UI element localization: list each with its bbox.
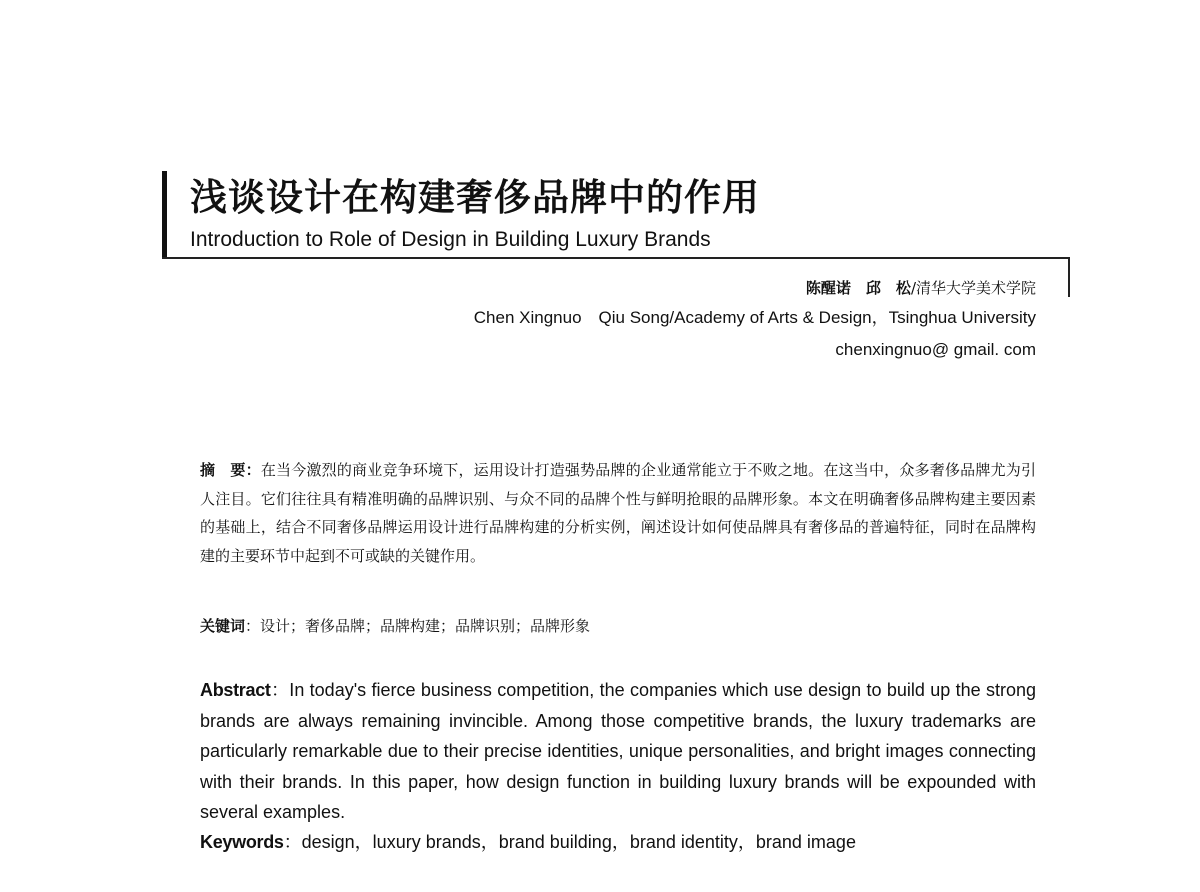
authors-chinese — [474, 274, 1036, 302]
abstract-chinese-text: 在当今激烈的商业竞争环境下，运用设计打造强势品牌的企业通常能立于不败之地。在这当中，众多奢侈品牌尤为引人注目。它们往往具有精准明确的品牌识别、与众不同的品牌个性与鲜明抢眼的品牌形象。本文在明确奢侈品牌构建主要因素的基础上，结合不同奢侈品牌运用设计进行品牌构建的分析实例，阐述设计如何使品牌具有奢侈品的普遍特征，同时在品牌构建的主要环节中起到不可或缺的关键作用。 — [200, 461, 1036, 565]
keywords-chinese — [200, 612, 590, 640]
affiliation-chinese: /清华大学美术学院 — [910, 279, 1036, 297]
author-names-chinese: 陈醒诺 邱 松 — [805, 279, 911, 297]
keywords-english — [200, 827, 856, 857]
rule-end-tick — [1068, 257, 1070, 297]
abstract-english-label: Abstract — [200, 680, 271, 700]
abstract-english-text: ：In today's fierce business competition, the companies which use design to build up the strong brands are always remaining invincible. Among those competitive brands, the luxury trademarks are particularly remarkable due to their precise identities, unique personalities, and bright images connecting with their brands. In this paper, how design function in building luxury brands will be expounded with several examples. — [200, 680, 1036, 822]
keywords-english-text: ：design，luxury brands，brand building，brand identity，brand image — [283, 832, 856, 852]
authors-block — [474, 274, 1036, 366]
title-chinese: 浅谈设计在构建奢侈品牌中的作用 — [190, 176, 760, 219]
abstract-chinese-label: 摘 要： — [200, 461, 261, 479]
keywords-chinese-text: ：设计；奢侈品牌；品牌构建；品牌识别；品牌形象 — [245, 617, 591, 635]
author-email: chenxingnuo@ gmail. com — [835, 340, 1036, 359]
authors-english: Chen Xingnuo Qiu Song/Academy of Arts & Design，Tsinghua University — [473, 308, 1036, 327]
abstract-english — [200, 675, 1036, 828]
title-english: Introduction to Role of Design in Building Luxury Brands — [190, 228, 711, 251]
title-underline-rule — [162, 257, 1070, 259]
abstract-chinese — [200, 456, 1036, 570]
keywords-chinese-label: 关键词 — [200, 617, 246, 635]
title-accent-bar — [162, 171, 167, 259]
keywords-english-label: Keywords — [200, 832, 284, 852]
